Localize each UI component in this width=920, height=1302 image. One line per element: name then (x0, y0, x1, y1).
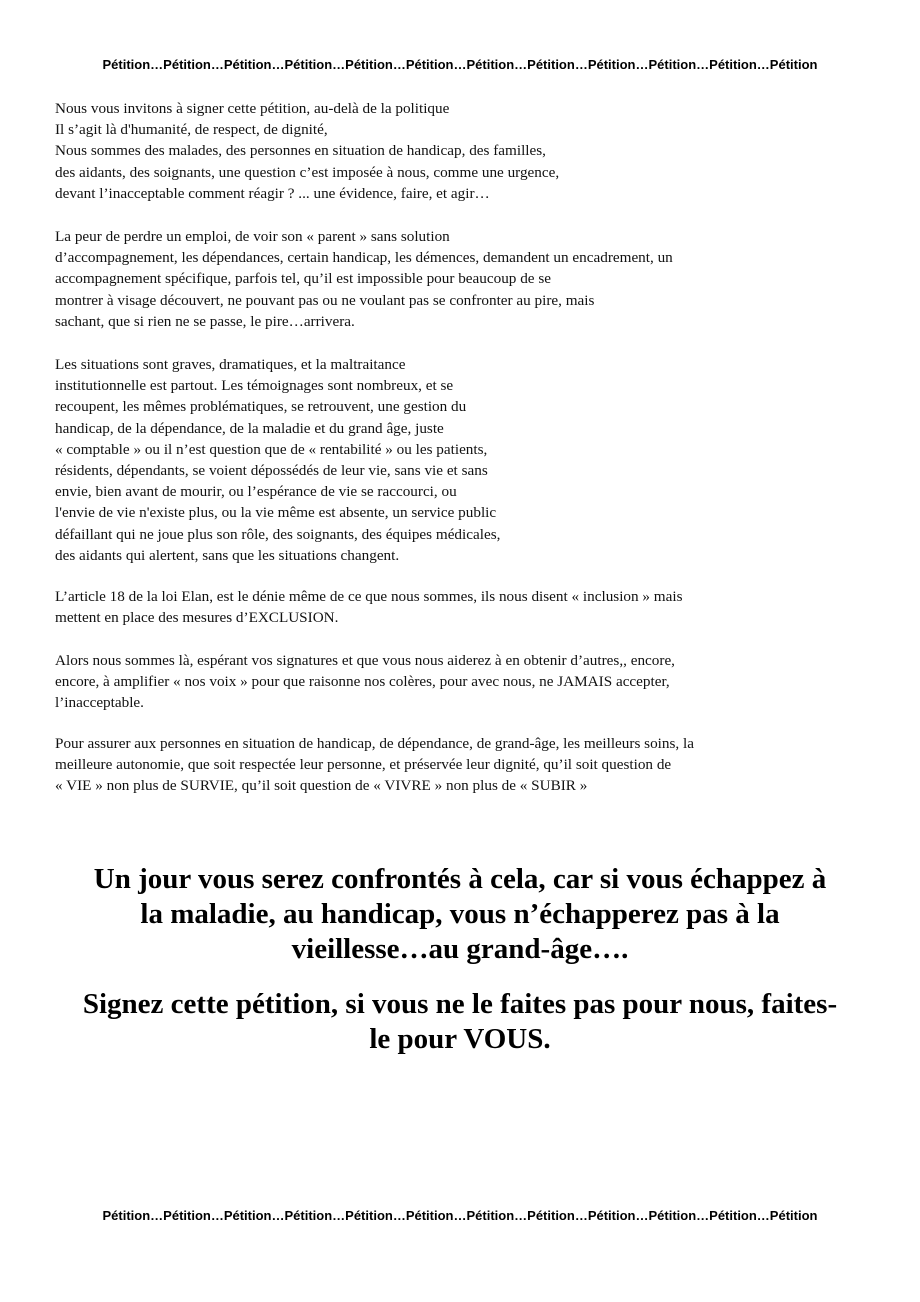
text-line: Nous sommes des malades, des personnes en situation de handicap, des familles, (55, 142, 546, 160)
text-line: « comptable » ou il n’est question que de « rentabilité » ou les patients, (55, 440, 488, 458)
text-line: Alors nous sommes là, espérant vos signatures et que vous nous aiderez à en obtenir d’autres,, encore, (55, 652, 675, 669)
text-line: des aidants qui alertent, sans que les situations changent. (55, 546, 400, 564)
text-line: envie, bien avant de mourir, ou l’espérance de vie se raccourci, ou (55, 483, 457, 501)
closing-statement (40, 862, 880, 967)
closing-line: vieillesse…au grand-âge…. (291, 933, 629, 965)
text-line: Nous vous invitons à signer cette pétition, au-delà de la politique (55, 100, 450, 117)
closing-line: Signez cette pétition, si vous ne le faites pas pour nous, faites- (82, 988, 838, 1020)
text-line: sachant, que si rien ne se passe, le pire…arrivera. (55, 312, 355, 330)
closing-line: Un jour vous serez confrontés à cela, car si vous échappez à (93, 863, 827, 895)
text-line: l’inacceptable. (55, 694, 144, 712)
text-line: des aidants, des soignants, une question c’est imposée à nous, comme une urgence, (55, 163, 560, 181)
paragraph-goals (55, 733, 855, 797)
text-line: l'envie de vie n'existe plus, ou la vie même est absente, un service public (55, 504, 497, 522)
text-line: « VIE » non plus de SURVIE, qu’il soit question de « VIVRE » non plus de « SUBIR » (55, 777, 588, 795)
text-line: d’accompagnement, les dépendances, certain handicap, les démences, demandent un encadrement, un (55, 249, 673, 267)
text-line: handicap, de la dépendance, de la maladie et du grand âge, juste (55, 419, 444, 437)
text-line: recoupent, les mêmes problématiques, se retrouvent, une gestion du (55, 398, 467, 416)
text-line: mettent en place des mesures d’EXCLUSION. (55, 609, 339, 627)
paragraph-article-18 (55, 586, 855, 628)
call-to-action (40, 987, 880, 1057)
paragraph-invitation (55, 98, 855, 204)
text-line: meilleure autonomie, que soit respectée leur personne, et préservée leur dignité, qu’il soit question de (55, 756, 672, 774)
text-line: résidents, dépendants, se voient dépossédés de leur vie, sans vie et sans (55, 462, 488, 480)
paragraph-fear (55, 226, 855, 332)
text-line: devant l’inacceptable comment réagir ? ... une évidence, faire, et agir… (55, 184, 490, 202)
header-banner: Pétition…Pétition…Pétition…Pétition…Pétition…Pétition…Pétition…Pétition…Pétition…Pétition…Pétition…Pétition (102, 57, 818, 72)
text-line: institutionnelle est partout. Les témoignages sont nombreux, et se (55, 377, 454, 395)
text-line: montrer à visage découvert, ne pouvant pas ou ne voulant pas se confronter au pire, mais (55, 291, 595, 309)
paragraph-situations (55, 354, 855, 566)
text-line: encore, à amplifier « nos voix » pour que raisonne nos colères, pour avec nous, ne JAMAIS accepter, (55, 673, 670, 691)
closing-line: le pour VOUS. (369, 1023, 551, 1055)
text-line: Pour assurer aux personnes en situation de handicap, de dépendance, de grand-âge, les meilleurs soins, la (55, 735, 694, 752)
text-line: défaillant qui ne joue plus son rôle, des soignants, des équipes médicales, (55, 525, 501, 543)
paragraph-signatures (55, 650, 855, 714)
text-line: accompagnement spécifique, parfois tel, qu’il est impossible pour beaucoup de se (55, 270, 551, 288)
text-line: Les situations sont graves, dramatiques, et la maltraitance (55, 356, 406, 373)
footer-banner: Pétition…Pétition…Pétition…Pétition…Pétition…Pétition…Pétition…Pétition…Pétition…Pétition…Pétition…Pétition (102, 1208, 818, 1223)
text-line: La peur de perdre un emploi, de voir son « parent » sans solution (55, 228, 450, 245)
closing-line: la maladie, au handicap, vous n’échapperez pas à la (140, 898, 780, 930)
text-line: L’article 18 de la loi Elan, est le dénie même de ce que nous sommes, ils nous disent « inclusion » mais (55, 588, 683, 605)
text-line: Il s’agit là d'humanité, de respect, de dignité, (55, 121, 328, 139)
